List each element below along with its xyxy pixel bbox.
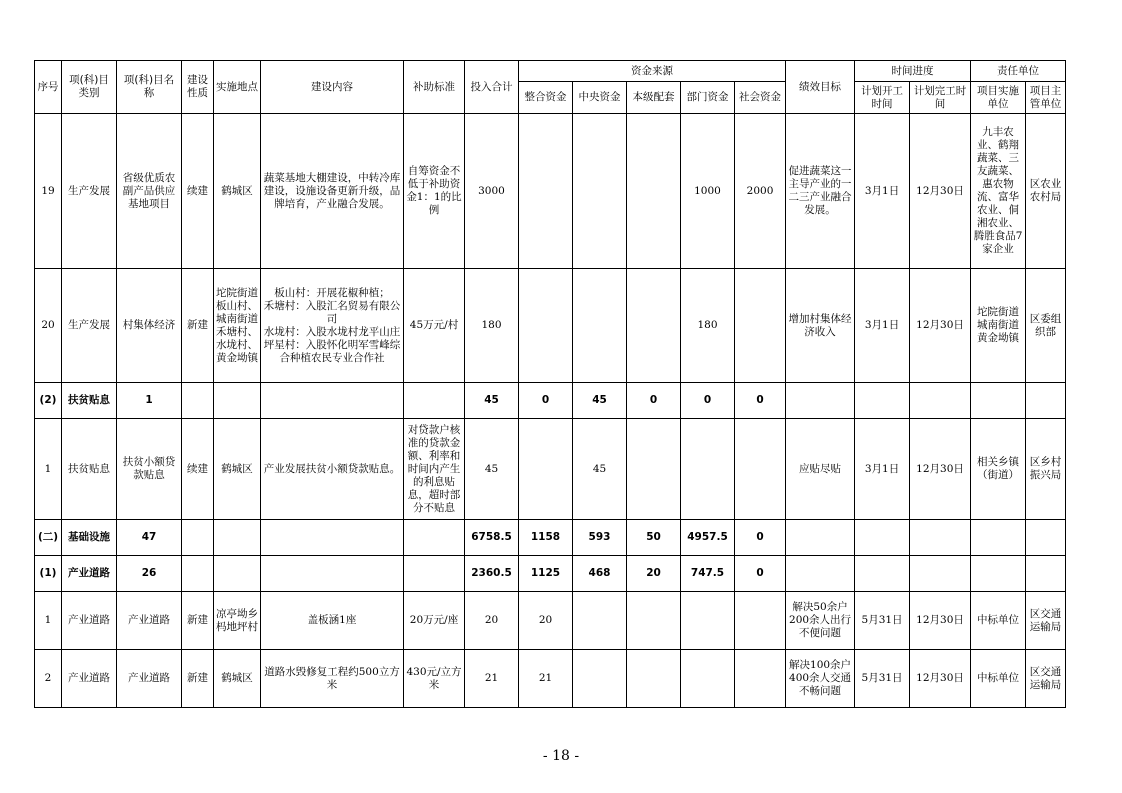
header-subsidy: 补助标准 <box>404 61 465 114</box>
cell-category: 生产发展 <box>62 114 117 269</box>
cell-seq: (1) <box>35 556 62 592</box>
cell-integrated <box>519 269 573 383</box>
cell-seq: 1 <box>35 419 62 520</box>
cell-seq: 2 <box>35 650 62 708</box>
cell-integrated: 20 <box>519 592 573 650</box>
cell-name: 26 <box>117 556 182 592</box>
cell-location: 凉亭坳乡杩地坪村 <box>214 592 261 650</box>
header-impl-unit: 项目实施单位 <box>971 82 1026 114</box>
cell-category: 产业道路 <box>62 650 117 708</box>
cell-content: 盖板涵1座 <box>261 592 404 650</box>
header-social: 社会资金 <box>735 82 786 114</box>
cell-dept: 0 <box>681 383 735 419</box>
cell-social: 0 <box>735 520 786 556</box>
cell-social: 2000 <box>735 114 786 269</box>
cell-central: 45 <box>573 383 627 419</box>
cell-integrated <box>519 114 573 269</box>
cell-subsidy: 430元/立方米 <box>404 650 465 708</box>
cell-central: 593 <box>573 520 627 556</box>
table-row <box>35 269 1066 383</box>
cell-nature: 新建 <box>182 650 214 708</box>
cell-dept <box>681 419 735 520</box>
cell-seq: 20 <box>35 269 62 383</box>
cell-dept: 4957.5 <box>681 520 735 556</box>
cell-impl-unit: 中标单位 <box>971 650 1026 708</box>
cell-location: 鹤城区 <box>214 114 261 269</box>
cell-dept: 747.5 <box>681 556 735 592</box>
cell-content: 蔬菜基地大棚建设，中转冷库建设，设施设备更新升级，品牌培育，产业融合发展。 <box>261 114 404 269</box>
cell-dept: 180 <box>681 269 735 383</box>
cell-local: 0 <box>627 383 681 419</box>
cell-goal: 应贴尽贴 <box>786 419 855 520</box>
header-central: 中央资金 <box>573 82 627 114</box>
header-funds: 资金来源 <box>519 61 786 82</box>
cell-impl-unit: 相关乡镇（街道） <box>971 419 1026 520</box>
cell-total: 21 <box>465 650 519 708</box>
header-name: 项(科)目名称 <box>117 61 182 114</box>
cell-social: 0 <box>735 383 786 419</box>
cell-subsidy: 45万元/村 <box>404 269 465 383</box>
table-row <box>35 114 1066 269</box>
cell-mgr-unit: 区乡村振兴局 <box>1026 419 1066 520</box>
subtotal-row <box>35 520 1066 556</box>
subtotal-row <box>35 383 1066 419</box>
cell-total: 20 <box>465 592 519 650</box>
cell-end: 12月30日 <box>910 592 971 650</box>
cell-start: 5月31日 <box>855 650 910 708</box>
cell-category: 扶贫贴息 <box>62 383 117 419</box>
header-seq: 序号 <box>35 61 62 114</box>
cell-seq: 1 <box>35 592 62 650</box>
header-location: 实施地点 <box>214 61 261 114</box>
cell-total: 180 <box>465 269 519 383</box>
cell-goal: 解决50余户200余人出行不便问题 <box>786 592 855 650</box>
cell-name: 村集体经济 <box>117 269 182 383</box>
cell-local <box>627 269 681 383</box>
cell-end: 12月30日 <box>910 269 971 383</box>
cell-goal: 增加村集体经济收入 <box>786 269 855 383</box>
cell-integrated: 1125 <box>519 556 573 592</box>
cell-start: 3月1日 <box>855 114 910 269</box>
header-nature: 建设性质 <box>182 61 214 114</box>
cell-start: 5月31日 <box>855 592 910 650</box>
cell-total: 3000 <box>465 114 519 269</box>
cell-name: 产业道路 <box>117 592 182 650</box>
header-category: 项(科)目类别 <box>62 61 117 114</box>
cell-goal: 解决100余户400余人交通不畅问题 <box>786 650 855 708</box>
cell-nature: 新建 <box>182 592 214 650</box>
header-start: 计划开工时间 <box>855 82 910 114</box>
cell-dept <box>681 650 735 708</box>
cell-total: 6758.5 <box>465 520 519 556</box>
project-table <box>34 60 1066 708</box>
cell-central <box>573 269 627 383</box>
cell-category: 基础设施 <box>62 520 117 556</box>
cell-impl-unit: 坨院街道城南街道黄金坳镇 <box>971 269 1026 383</box>
cell-local: 50 <box>627 520 681 556</box>
header-responsible: 责任单位 <box>971 61 1066 82</box>
cell-mgr-unit: 区委组织部 <box>1026 269 1066 383</box>
cell-subsidy: 20万元/座 <box>404 592 465 650</box>
cell-location: 鹤城区 <box>214 419 261 520</box>
cell-start: 3月1日 <box>855 419 910 520</box>
cell-category: 生产发展 <box>62 269 117 383</box>
cell-social <box>735 419 786 520</box>
header-total: 投入合计 <box>465 61 519 114</box>
cell-integrated <box>519 419 573 520</box>
cell-name: 省级优质农副产品供应基地项目 <box>117 114 182 269</box>
cell-impl-unit: 九丰农业、鹤翔蔬菜、三友蔬菜、惠农物流、富华农业、侗湘农业、腾胜食品7家企业 <box>971 114 1026 269</box>
subtotal-row <box>35 556 1066 592</box>
cell-local <box>627 592 681 650</box>
cell-nature: 续建 <box>182 419 214 520</box>
cell-nature: 续建 <box>182 114 214 269</box>
cell-total: 45 <box>465 383 519 419</box>
cell-integrated: 21 <box>519 650 573 708</box>
cell-local <box>627 419 681 520</box>
cell-seq: (2) <box>35 383 62 419</box>
cell-local <box>627 114 681 269</box>
header-content: 建设内容 <box>261 61 404 114</box>
table-row <box>35 592 1066 650</box>
header-mgr-unit: 项目主管单位 <box>1026 82 1066 114</box>
cell-content: 板山村：开展花椒种植； 禾塘村：入股汇名贸易有限公司 水垅村：入股水垅村龙平山庄 坪星村：入股怀化明军雪峰综合种植农民专业合作社 <box>261 269 404 383</box>
cell-impl-unit: 中标单位 <box>971 592 1026 650</box>
table-row <box>35 419 1066 520</box>
cell-total: 2360.5 <box>465 556 519 592</box>
header-dept: 部门资金 <box>681 82 735 114</box>
cell-subsidy: 自筹资金不低于补助资金1：1的比例 <box>404 114 465 269</box>
cell-central: 45 <box>573 419 627 520</box>
header-end: 计划完工时间 <box>910 82 971 114</box>
cell-social: 0 <box>735 556 786 592</box>
cell-central <box>573 114 627 269</box>
cell-seq: 19 <box>35 114 62 269</box>
cell-total: 45 <box>465 419 519 520</box>
cell-end: 12月30日 <box>910 114 971 269</box>
cell-integrated: 1158 <box>519 520 573 556</box>
cell-content: 道路水毁修复工程约500立方米 <box>261 650 404 708</box>
table-row <box>35 650 1066 708</box>
header-integrated: 整合资金 <box>519 82 573 114</box>
cell-central <box>573 650 627 708</box>
cell-social <box>735 269 786 383</box>
cell-name: 1 <box>117 383 182 419</box>
cell-dept: 1000 <box>681 114 735 269</box>
cell-start: 3月1日 <box>855 269 910 383</box>
header-goal: 绩效目标 <box>786 61 855 114</box>
cell-subsidy: 对贷款户核准的贷款金额、利率和时间内产生的利息贴息，超时部分不贴息 <box>404 419 465 520</box>
cell-end: 12月30日 <box>910 419 971 520</box>
cell-local <box>627 650 681 708</box>
cell-integrated: 0 <box>519 383 573 419</box>
cell-category: 产业道路 <box>62 556 117 592</box>
cell-name: 产业道路 <box>117 650 182 708</box>
cell-location: 鹤城区 <box>214 650 261 708</box>
cell-mgr-unit: 区交通运输局 <box>1026 650 1066 708</box>
cell-end: 12月30日 <box>910 650 971 708</box>
cell-social <box>735 592 786 650</box>
cell-category: 产业道路 <box>62 592 117 650</box>
cell-dept <box>681 592 735 650</box>
cell-nature: 新建 <box>182 269 214 383</box>
page-number: - 18 - <box>542 748 580 764</box>
cell-location: 坨院街道板山村、城南街道禾塘村、水垅村、黄金坳镇 <box>214 269 261 383</box>
cell-local: 20 <box>627 556 681 592</box>
header-local: 本级配套 <box>627 82 681 114</box>
cell-name: 扶贫小额贷款贴息 <box>117 419 182 520</box>
cell-mgr-unit: 区交通运输局 <box>1026 592 1066 650</box>
cell-category: 扶贫贴息 <box>62 419 117 520</box>
header-schedule: 时间进度 <box>855 61 971 82</box>
cell-central <box>573 592 627 650</box>
cell-content: 产业发展扶贫小额贷款贴息。 <box>261 419 404 520</box>
cell-central: 468 <box>573 556 627 592</box>
cell-goal: 促进蔬菜这一主导产业的一二三产业融合发展。 <box>786 114 855 269</box>
cell-seq: (二) <box>35 520 62 556</box>
cell-social <box>735 650 786 708</box>
cell-name: 47 <box>117 520 182 556</box>
cell-mgr-unit: 区农业农村局 <box>1026 114 1066 269</box>
